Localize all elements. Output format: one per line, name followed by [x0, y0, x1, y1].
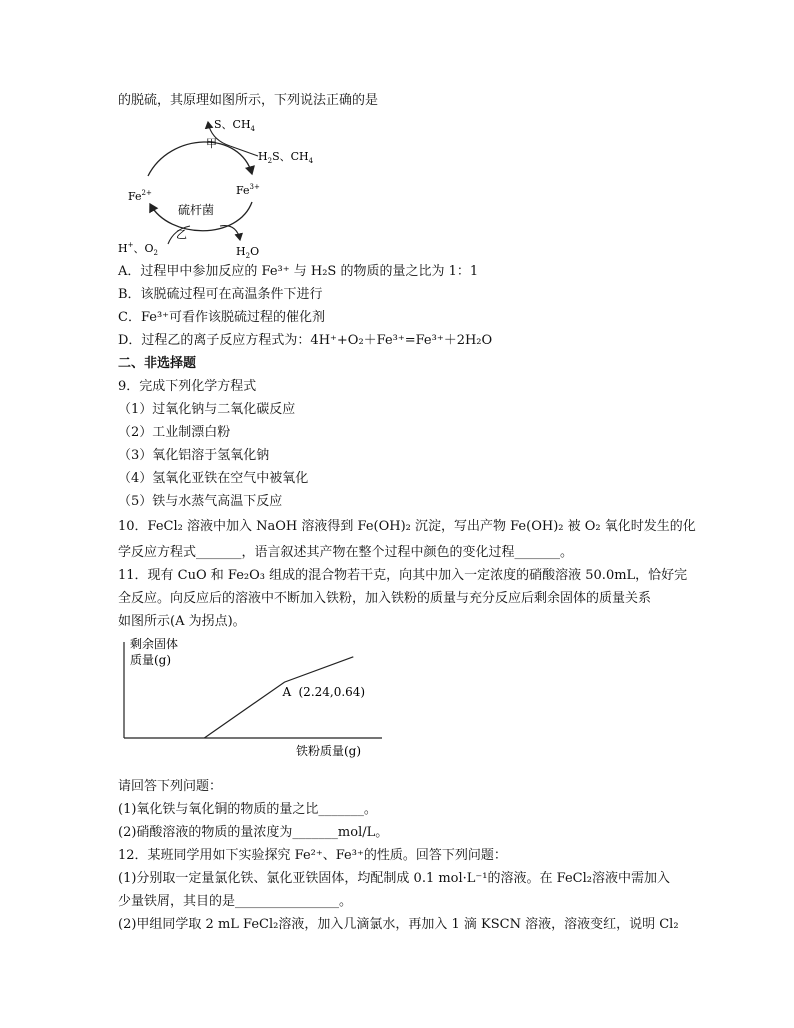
q10-line2: 学反应方程式_______，语言叙述其产物在整个过程中颜色的变化过程_______。 [118, 545, 574, 560]
water-label: $H_2O$ [236, 245, 260, 260]
reagents-label: H+、$O_2$ [118, 241, 158, 257]
yi-label: 乙 [176, 228, 187, 241]
q12-line1: 12．某班同学用如下实验探究 Fe²⁺、Fe³⁺的性质。回答下列问题： [118, 848, 507, 863]
q11-line2: 全反应。向反应后的溶液中不断加入铁粉，加入铁粉的质量与充分反应后剩余固体的质量关系 [118, 591, 652, 606]
annotation-a-value: (2.24,0.64) [298, 685, 366, 700]
top-product-label: S、$CH_4$ [214, 118, 256, 133]
intro-text: 的脱硫，其原理如图所示，下列说法正确的是 [118, 93, 379, 108]
q9-title: 9．完成下列化学方程式 [118, 379, 257, 394]
q11-line1: 11．现有 CuO 和 Fe₂O₃ 组成的混合物若干克，向其中加入一定浓度的硝酸溶液 50.0mL，恰好完 [118, 568, 688, 583]
desulfurization-cycle-diagram [110, 112, 340, 262]
q11-line3: 如图所示(A 为拐点)。 [118, 614, 246, 629]
q12-line4: (2)甲组同学取 2 mL FeCl₂溶液，加入几滴氯水，再加入 1 滴 KSCN 溶液，溶液变红，说明 Cl₂ [118, 917, 679, 932]
q11-prompt: 请回答下列问题： [118, 779, 223, 794]
q10-line1: 10．FeCl₂ 溶液中加入 NaOH 溶液得到 Fe(OH)₂ 沉淀，写出产物 Fe(OH)₂ 被 O₂ 氧化时发生的化 [118, 519, 696, 534]
q12-line2: (1)分别取一定量氯化铁、氯化亚铁固体，均配制成 0.1 mol·L⁻¹的溶液。在 FeCl₂溶液中需加入 [118, 871, 670, 886]
option-d: D．过程乙的离子反应方程式为：4H⁺+O₂＋Fe³⁺=Fe³⁺＋2H₂O [118, 333, 493, 348]
option-a: A．过程甲中参加反应的 Fe³⁺ 与 H₂S 的物质的量之比为 1：1 [118, 264, 479, 279]
q9-item: （3）氧化铝溶于氢氧化钠 [118, 448, 270, 463]
y-axis-label-line1: 剩余固体 [130, 637, 179, 651]
center-label: 硫杆菌 [178, 203, 215, 217]
q9-item: （2）工业制漂白粉 [118, 425, 231, 440]
option-b: B．该脱硫过程可在高温条件下进行 [118, 287, 323, 302]
q11-sub2: (2)硝酸溶液的物质的量浓度为_______mol/L。 [118, 825, 389, 840]
x-axis-label: 铁粉质量(g) [296, 744, 362, 758]
y-axis-label-line2: 质量(g) [130, 653, 172, 667]
input-line [230, 146, 258, 156]
q9-item: （5）铁与水蒸气高温下反应 [118, 494, 283, 509]
fe3-label: $Fe^{3+}$ [236, 183, 260, 197]
q9-item: （4）氢氧化亚铁在空气中被氧化 [118, 471, 309, 486]
q12-line3: 少量铁屑，其目的是________________。 [118, 894, 353, 909]
fe2-label: $Fe^{2+}$ [128, 189, 152, 203]
annotation-a-label: A [282, 685, 292, 700]
top-arc-arrow [148, 142, 252, 176]
q9-item: （1）过氧化钠与二氧化碳反应 [118, 402, 296, 417]
input-label: $H_2S$、$CH_4$ [258, 150, 314, 165]
section-heading: 二、非选择题 [118, 356, 197, 371]
jia-label: 甲 [206, 137, 217, 150]
option-c: C．Fe³⁺可看作该脱硫过程的催化剂 [118, 310, 326, 325]
iron-powder-chart [110, 632, 390, 762]
q11-sub1: (1)氧化铁与氧化铜的物质的量之比_______。 [118, 802, 377, 817]
